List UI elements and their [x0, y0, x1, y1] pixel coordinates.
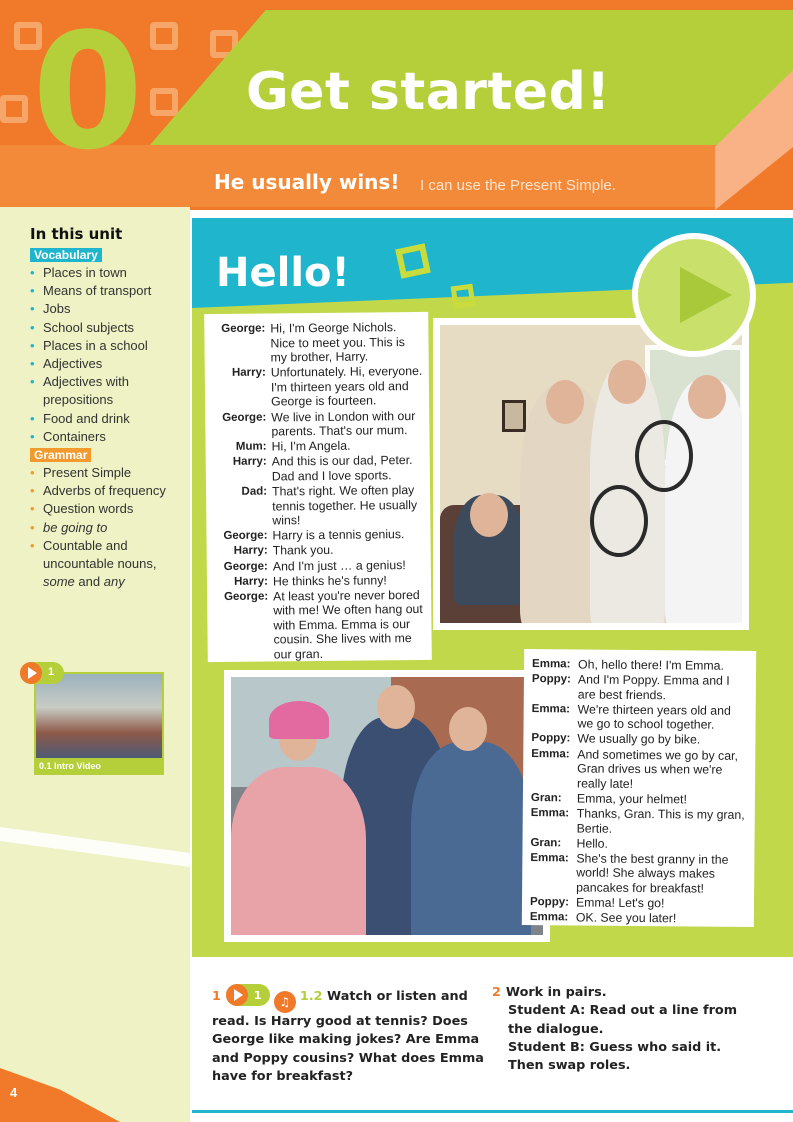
dialogue-line: Emma: OK. See you later!	[529, 910, 677, 926]
head	[449, 707, 487, 751]
head	[470, 493, 508, 537]
person-poppy	[231, 767, 366, 942]
dialogue-line: Emma: She's the best granny in the world! She always makes pancakes for breakfast!	[530, 851, 729, 896]
photo-picture-frame	[502, 400, 526, 432]
vocabulary-list	[30, 264, 188, 446]
dialogue-panel-2	[522, 649, 756, 927]
head	[608, 360, 646, 404]
dialogue-line: Gran: Hello.	[530, 836, 609, 851]
video-button[interactable]: 1	[226, 984, 270, 1006]
dialogue-line: George: At least you're never bored with me! We often hang out with Emma. Emma is our cousin. She lives with me our gran.	[223, 587, 423, 662]
dialogue-line: George: Hi, I'm George Nichols. Nice to meet you. This is my brother, Harry.	[221, 320, 405, 365]
tennis-racket	[590, 485, 648, 557]
task-1	[212, 984, 487, 1086]
list-item: • be going to	[30, 519, 188, 537]
sidebar-stripe	[0, 827, 190, 867]
family-photo	[433, 318, 749, 630]
head	[377, 685, 415, 729]
video-label: 0.1 Intro Video	[39, 761, 101, 771]
task-1-text: Watch or listen and read. Is Harry good at tennis? Does George like making jokes? Are Emma and Poppy cousins? What does Emma have for breakfast?	[212, 989, 484, 1084]
task-2-line: Work in pairs.	[505, 985, 607, 1000]
play-button[interactable]	[632, 233, 756, 357]
vocabulary-tag: Vocabulary	[30, 248, 102, 262]
list-item: • Adjectives with prepositions	[30, 373, 188, 409]
play-icon	[20, 662, 42, 684]
dialogue-line: Harry: He thinks he's funny!	[234, 572, 387, 589]
task-number: 2	[492, 985, 501, 1000]
list-item: • Food and drink	[30, 410, 188, 428]
dialogue-line: Emma: And sometimes we go by car, Gran drives us when we're really late!	[531, 747, 738, 791]
video-number: 1	[48, 666, 55, 678]
video-play-button[interactable]	[20, 662, 64, 684]
list-item: • Adjectives	[30, 355, 188, 373]
task-2-line: Student A: Read out a line from the dialogue.	[508, 1003, 738, 1037]
list-item: • Containers	[30, 428, 188, 446]
tennis-racket	[635, 420, 693, 492]
dialogue-line: Harry: Thank you.	[233, 543, 334, 558]
dialogue-line: Poppy: We usually go by bike.	[531, 731, 701, 748]
play-icon	[226, 984, 248, 1006]
list-item: • Present Simple	[30, 464, 188, 482]
section-title: Hello!	[216, 250, 350, 296]
dialogue-line: Emma: Oh, hello there! I'm Emma.	[532, 657, 725, 673]
grammar-tag: Grammar	[30, 448, 91, 462]
audio-icon[interactable]: ♫	[274, 991, 296, 1013]
dialogue-line: Poppy: Emma! Let's go!	[529, 895, 665, 911]
dialogue-line: Harry: Unfortunately. Hi, everyone. I'm thirteen years old and George is fourteen.	[231, 364, 423, 409]
dialogue-line: Poppy: And I'm Poppy. Emma and I are best friends.	[531, 672, 730, 702]
unit-contents	[30, 225, 188, 591]
task-number: 1	[212, 989, 221, 1004]
decorative-square	[0, 95, 28, 123]
list-item: • Jobs	[30, 300, 188, 318]
decorative-square	[150, 88, 178, 116]
task-2-line: Then swap roles.	[508, 1058, 631, 1074]
page-title: Get started!	[246, 62, 611, 122]
list-item: • Countable and uncountable nouns, some and any	[30, 537, 188, 592]
sidebar-heading: In this unit	[30, 225, 123, 243]
person-emma	[411, 742, 531, 942]
task-2-line: Student B: Guess who said it.	[508, 1039, 722, 1055]
helmet	[269, 701, 329, 739]
dialogue-line: Mum: Hi, I'm Angela.	[235, 438, 351, 454]
audio-track-label: 1.2	[299, 989, 323, 1004]
dialogue-line: George: We live in London with our parents. That's our mum.	[222, 408, 416, 439]
dialogue-line: Gran: Emma, your helmet!	[530, 791, 687, 807]
can-do-statement: I can use the Present Simple.	[420, 177, 616, 194]
head	[546, 380, 584, 424]
unit-number: 0	[32, 0, 144, 185]
list-item: • Question words	[30, 500, 188, 518]
dialogue-line: George: And I'm just … a genius!	[223, 557, 406, 573]
intro-video-thumbnail[interactable]	[34, 672, 164, 775]
list-item: • Means of transport	[30, 282, 188, 300]
list-item: • Places in a school	[30, 337, 188, 355]
grammar-list	[30, 464, 188, 591]
list-item: • Adverbs of frequency	[30, 482, 188, 500]
dialogue-line: Dad: That's right. We often play tennis together. He usually wins!	[241, 483, 418, 528]
bottom-rule	[192, 1110, 793, 1113]
video-still	[36, 674, 162, 758]
decorative-square	[150, 22, 178, 50]
decorative-square	[451, 284, 476, 309]
dialogue-panel-1	[204, 312, 432, 662]
list-item: • Places in town	[30, 264, 188, 282]
list-item: • School subjects	[30, 319, 188, 337]
page-number: 4	[10, 1085, 18, 1100]
dialogue-line: George: Harry is a tennis genius.	[223, 527, 405, 543]
lesson-subtitle: He usually wins!	[214, 170, 400, 194]
head	[688, 375, 726, 419]
dialogue-line: Harry: And this is our dad, Peter. Dad and I love sports.	[232, 453, 413, 484]
dialogue-line: Emma: We're thirteen years old and we go to school together.	[531, 702, 731, 733]
decorative-square	[395, 243, 431, 279]
dialogue-line: Emma: Thanks, Gran. This is my gran, Bertie.	[530, 806, 745, 836]
bikes-photo	[224, 670, 550, 942]
task-2	[492, 984, 762, 1075]
